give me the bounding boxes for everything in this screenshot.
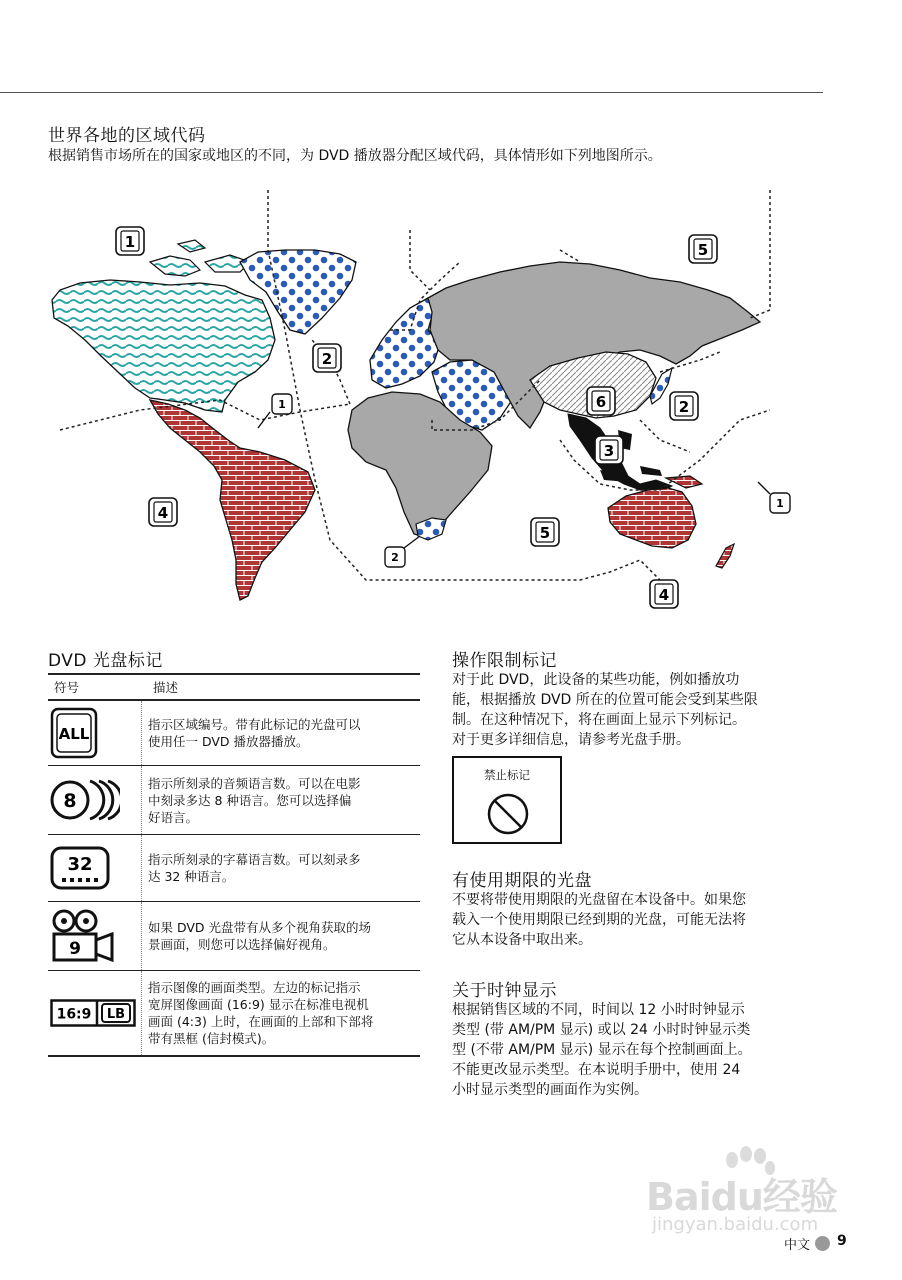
svg-text:1: 1: [278, 398, 286, 411]
region-label-2-europe: [313, 344, 341, 372]
table-row: [48, 971, 420, 1057]
prohibited-icon: [486, 792, 530, 836]
row-desc-line: 中刻录多达 8 种语言。您可以选择偏: [148, 792, 352, 808]
clock-title: 关于时钟显示: [452, 981, 557, 1001]
region-world-map: [40, 180, 840, 620]
svg-text:4: 4: [658, 586, 670, 604]
australia: [608, 488, 696, 548]
watermark-brand: Baidu经验: [646, 1175, 837, 1219]
svg-text:9: 9: [69, 939, 81, 959]
text-line: 类型 (带 AM/PM 显示) 或以 24 小时时钟显示类: [452, 1022, 751, 1038]
arctic-islands: [150, 240, 250, 276]
region-label-5-top: [689, 235, 717, 263]
row-desc-line: 画面 (4:3) 上时，在画面的上部和下部将: [148, 1014, 374, 1029]
region-label-5-africa: [531, 518, 559, 546]
row-desc-line: 指示区域编号。带有此标记的光盘可以: [148, 717, 361, 732]
row-desc-line: 带有黑框 (信封模式)。: [148, 1031, 275, 1046]
region-label-6: [587, 387, 615, 415]
audio-languages-icon: [50, 777, 120, 823]
row-desc-line: 达 32 种语言。: [148, 869, 235, 884]
camera-angle-icon: [50, 908, 116, 964]
limited-disc-text: [452, 890, 852, 950]
svg-text:2: 2: [321, 350, 333, 368]
aspect-ratio-icon: [50, 999, 136, 1027]
region-label-4-au: [650, 580, 678, 608]
clock-text: [452, 1000, 852, 1100]
dvd-marks-table: [48, 673, 420, 1057]
svg-text:6: 6: [595, 393, 607, 411]
region-label-1-big: [116, 227, 144, 255]
svg-text:32: 32: [67, 854, 93, 875]
row-desc-line: 指示图像的画面类型。左边的标记指示: [148, 980, 361, 995]
text-line: 型 (不带 AM/PM 显示) 显示在每个控制画面上。: [452, 1042, 752, 1058]
text-line: 制。在这种情况下，将在画面上显示下列标记。: [452, 712, 746, 728]
svg-text:16:9: 16:9: [56, 1006, 92, 1023]
text-line: 它从本设备中取出来。: [452, 932, 592, 948]
watermark-url: jingyan.baidu.com: [652, 1214, 819, 1235]
svg-text:2: 2: [678, 398, 690, 416]
limited-disc-title: 有使用期限的光盘: [452, 871, 592, 891]
top-rule: [0, 92, 823, 93]
text-line: 对于此 DVD，此设备的某些功能，例如播放功: [452, 672, 740, 688]
row-desc-line: 指示所刻录的音频语言数。可以在电影: [148, 775, 361, 791]
svg-text:5: 5: [697, 241, 709, 259]
row-desc-line: 宽屏图像画面 (16:9) 显示在标准电视机: [148, 997, 369, 1012]
text-line: 小时显示类型的画面作为实例。: [452, 1082, 648, 1098]
table-row: [48, 835, 420, 902]
row-desc-line: 指示所刻录的字幕语言数。可以刻录多: [148, 852, 361, 867]
region-label-2-za: [385, 547, 405, 567]
region-label-4-sa: [149, 498, 177, 526]
svg-text:2: 2: [391, 551, 399, 564]
region-label-3: [595, 436, 623, 464]
table-header: [48, 673, 420, 701]
svg-text:5: 5: [539, 524, 551, 542]
table-row: [48, 701, 420, 766]
row-desc-line: 如果 DVD 光盘带有从多个视角获取的场: [148, 920, 372, 935]
prohibition-mark-box: [452, 756, 562, 844]
text-line: 不要将带使用期限的光盘留在本设备中。如果您: [452, 892, 746, 908]
footer-language: 中文: [784, 1238, 811, 1253]
prohibition-label: 禁止标记: [484, 768, 530, 782]
col-symbol-header: 符号: [54, 680, 80, 695]
region-label-2-japan: [670, 392, 698, 420]
col-desc-header: 描述: [146, 678, 420, 696]
region-intro: 根据销售市场所在的国家或地区的不同，为 DVD 播放器分配区域代码，具体情形如下列地图所示。: [48, 148, 662, 164]
north-america: [52, 280, 275, 412]
svg-text:LB: LB: [106, 1007, 126, 1022]
text-line: 根据销售区域的不同，时间以 12 小时时钟显示: [452, 1002, 745, 1018]
text-line: 对于更多详细信息，请参考光盘手册。: [452, 732, 690, 748]
region-all-icon: [50, 707, 98, 759]
svg-text:8: 8: [63, 790, 77, 812]
svg-text:1: 1: [776, 497, 784, 510]
svg-text:ALL: ALL: [58, 725, 90, 743]
row-desc-line: 好语言。: [148, 809, 199, 825]
text-line: 能，根据播放 DVD 所在的位置可能会受到某些限: [452, 692, 758, 708]
baidu-paw-icon: [720, 1146, 780, 1186]
table-row: [48, 902, 420, 971]
operation-text: [452, 670, 852, 750]
operation-title: 操作限制标记: [452, 651, 557, 671]
page-number: 9: [837, 1233, 847, 1249]
svg-text:1: 1: [124, 233, 136, 251]
text-line: 载入一个使用期限已经到期的光盘，可能无法将: [452, 912, 746, 928]
region-label-1-hawaii: [272, 394, 292, 414]
region-title: 世界各地的区域代码: [48, 126, 206, 146]
table-row: [48, 766, 420, 835]
europe: [370, 298, 440, 388]
svg-text:4: 4: [157, 504, 169, 522]
subtitle-languages-icon: [50, 846, 110, 890]
footer-dot: [815, 1236, 830, 1251]
region-label-1-pacific: [770, 493, 790, 513]
svg-text:3: 3: [603, 442, 615, 460]
new-zealand: [716, 544, 734, 568]
row-desc-line: 使用任一 DVD 播放器播放。: [148, 734, 309, 749]
text-line: 不能更改显示类型。在本说明手册中，使用 24: [452, 1062, 741, 1078]
dvd-marks-title: DVD 光盘标记: [48, 651, 163, 671]
row-desc-line: 景画面，则您可以选择偏好视角。: [148, 937, 336, 952]
